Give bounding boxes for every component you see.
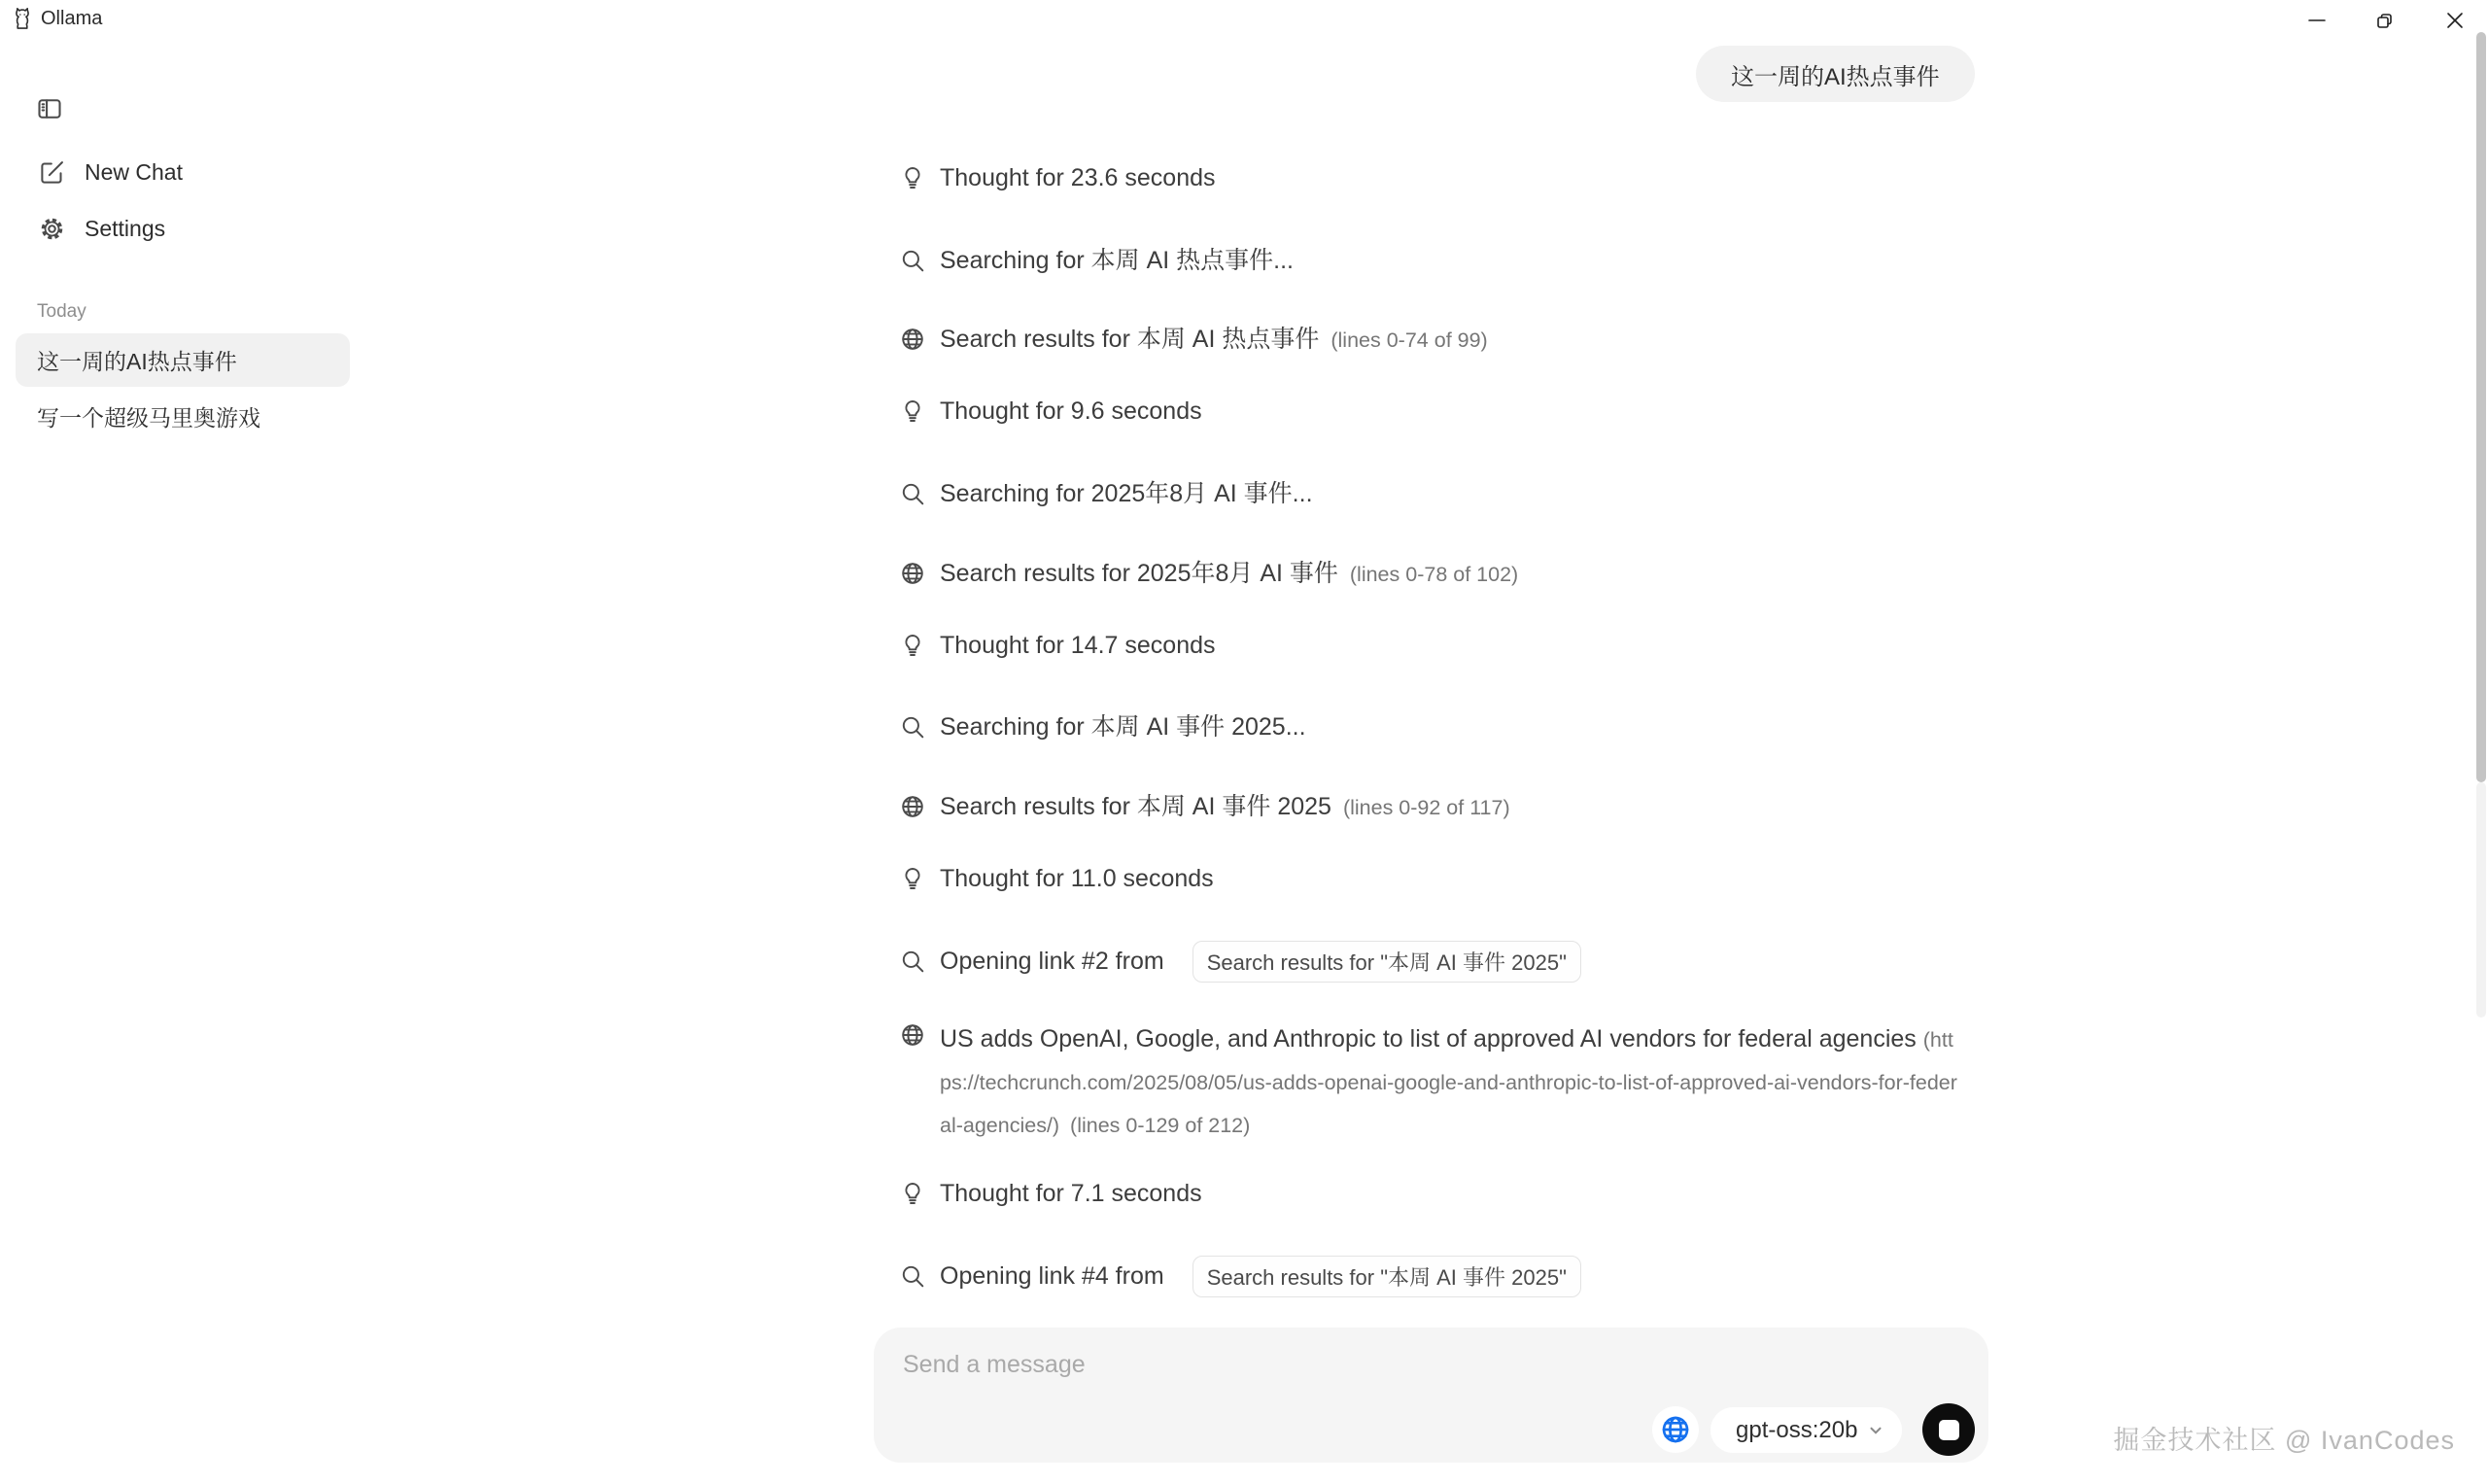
user-message-text: 这一周的AI热点事件: [1731, 63, 1940, 90]
searching-text: Searching for 本周 AI 事件 2025...: [940, 713, 1306, 741]
title-bar: [0, 0, 2488, 39]
globe-icon: [900, 1022, 925, 1048]
searching-text: Searching for 2025年8月 AI 事件...: [940, 480, 1313, 507]
search-results-text: Search results for 本周 AI 事件 2025 (lines 0-92 of 117): [940, 793, 1510, 820]
opened-link-result-row[interactable]: [900, 1018, 1962, 1147]
lightbulb-icon: [900, 633, 925, 658]
search-results-row[interactable]: [900, 790, 1510, 824]
lines-count: (lines 0-129 of 212): [1070, 1114, 1251, 1137]
searching-row: [900, 477, 1313, 510]
thought-row[interactable]: [900, 395, 1202, 428]
settings-label: Settings: [85, 216, 166, 241]
history-section-label: Today: [37, 301, 86, 322]
globe-icon: [900, 327, 925, 352]
new-chat-pencil-icon: [39, 159, 65, 186]
sidebar-chat-item[interactable]: [16, 390, 350, 443]
settings-button[interactable]: [39, 216, 165, 242]
chat-item-label: 这一周的AI热点事件: [37, 349, 237, 374]
opened-link-text: US adds OpenAI, Google, and Anthropic to list of approved AI vendors for federal agencies (https://techcrunch.com/2025/08/05/us-adds-openai-google-and-anthropic-to-list-of-approved-ai-vendors-for-federal-agencies/) (lines 0-129 of 212): [940, 1025, 1957, 1137]
thought-row[interactable]: [900, 629, 1216, 662]
link-url: (https://techcrunch.com/2025/08/05/us-adds-openai-google-and-anthropic-to-list-of-approved-ai-vendors-for-federal-agencies/): [940, 1028, 1957, 1137]
lightbulb-icon: [900, 165, 925, 190]
watermark: 掘金技术社区 @ IvanCodes: [2113, 1426, 2455, 1455]
searching-text: Searching for 本周 AI 热点事件...: [940, 247, 1294, 274]
search-results-row[interactable]: [900, 557, 1518, 591]
new-chat-button[interactable]: [39, 159, 183, 186]
model-selector[interactable]: [1710, 1407, 1902, 1453]
lightbulb-icon: [900, 398, 925, 424]
sidebar-chat-item-selected[interactable]: [16, 333, 350, 387]
thought-text: Thought for 14.7 seconds: [940, 632, 1216, 659]
scrollbar-track: [2476, 782, 2486, 1018]
minimize-button[interactable]: [2286, 0, 2348, 41]
thought-row[interactable]: [900, 862, 1214, 895]
lines-count: (lines 0-92 of 117): [1342, 796, 1510, 819]
restore-button[interactable]: [2353, 0, 2415, 41]
opening-link-row: [900, 1254, 1581, 1298]
lightbulb-icon: [900, 866, 925, 891]
search-icon: [900, 714, 925, 740]
web-search-toggle[interactable]: [1652, 1406, 1699, 1453]
thought-text: Thought for 9.6 seconds: [940, 397, 1202, 425]
searching-row: [900, 710, 1306, 743]
lines-count: (lines 0-78 of 102): [1349, 563, 1519, 586]
opening-link-row: [900, 939, 1581, 984]
search-icon: [900, 248, 925, 273]
scrollbar-thumb[interactable]: [2476, 32, 2486, 782]
thought-text: Thought for 11.0 seconds: [940, 865, 1214, 892]
message-input[interactable]: [903, 1351, 1583, 1379]
app-title: Ollama: [41, 8, 103, 29]
panel-left-icon: [35, 95, 64, 122]
thought-text: Thought for 7.1 seconds: [940, 1180, 1202, 1207]
globe-icon: [900, 794, 925, 819]
search-results-row[interactable]: [900, 323, 1488, 357]
opening-link-text: Opening link #2 from: [940, 948, 1164, 975]
source-chip[interactable]: Search results for "本周 AI 事件 2025": [1192, 1256, 1581, 1297]
user-message-bubble: [1696, 46, 1975, 102]
globe-icon: [900, 561, 925, 586]
stop-generation-button[interactable]: [1922, 1403, 1975, 1456]
opening-link-text: Opening link #4 from: [940, 1262, 1164, 1290]
thought-row[interactable]: [900, 161, 1216, 194]
source-chip[interactable]: Search results for "本周 AI 事件 2025": [1192, 941, 1581, 983]
thought-row[interactable]: [900, 1177, 1202, 1210]
search-icon: [900, 949, 925, 974]
search-icon: [900, 1263, 925, 1289]
chevron-down-icon: [1867, 1422, 1884, 1439]
chat-item-label: 写一个超级马里奥游戏: [37, 405, 260, 431]
search-results-text: Search results for 2025年8月 AI 事件 (lines 0-78 of 102): [940, 560, 1519, 587]
sidebar: [0, 39, 373, 1484]
lines-count: (lines 0-74 of 99): [1330, 328, 1488, 352]
thought-text: Thought for 23.6 seconds: [940, 164, 1216, 191]
model-name: gpt-oss:20b: [1736, 1416, 1858, 1443]
searching-row: [900, 244, 1294, 277]
sidebar-toggle-button[interactable]: [33, 93, 66, 124]
search-icon: [900, 481, 925, 506]
new-chat-label: New Chat: [85, 159, 183, 185]
globe-blue-icon: [1660, 1414, 1691, 1445]
message-composer[interactable]: [874, 1328, 1988, 1463]
gear-icon: [39, 216, 65, 242]
ollama-llama-icon: [10, 6, 35, 31]
lightbulb-icon: [900, 1181, 925, 1206]
stop-square-icon: [1939, 1420, 1959, 1440]
search-results-text: Search results for 本周 AI 热点事件 (lines 0-74 of 99): [940, 326, 1488, 353]
